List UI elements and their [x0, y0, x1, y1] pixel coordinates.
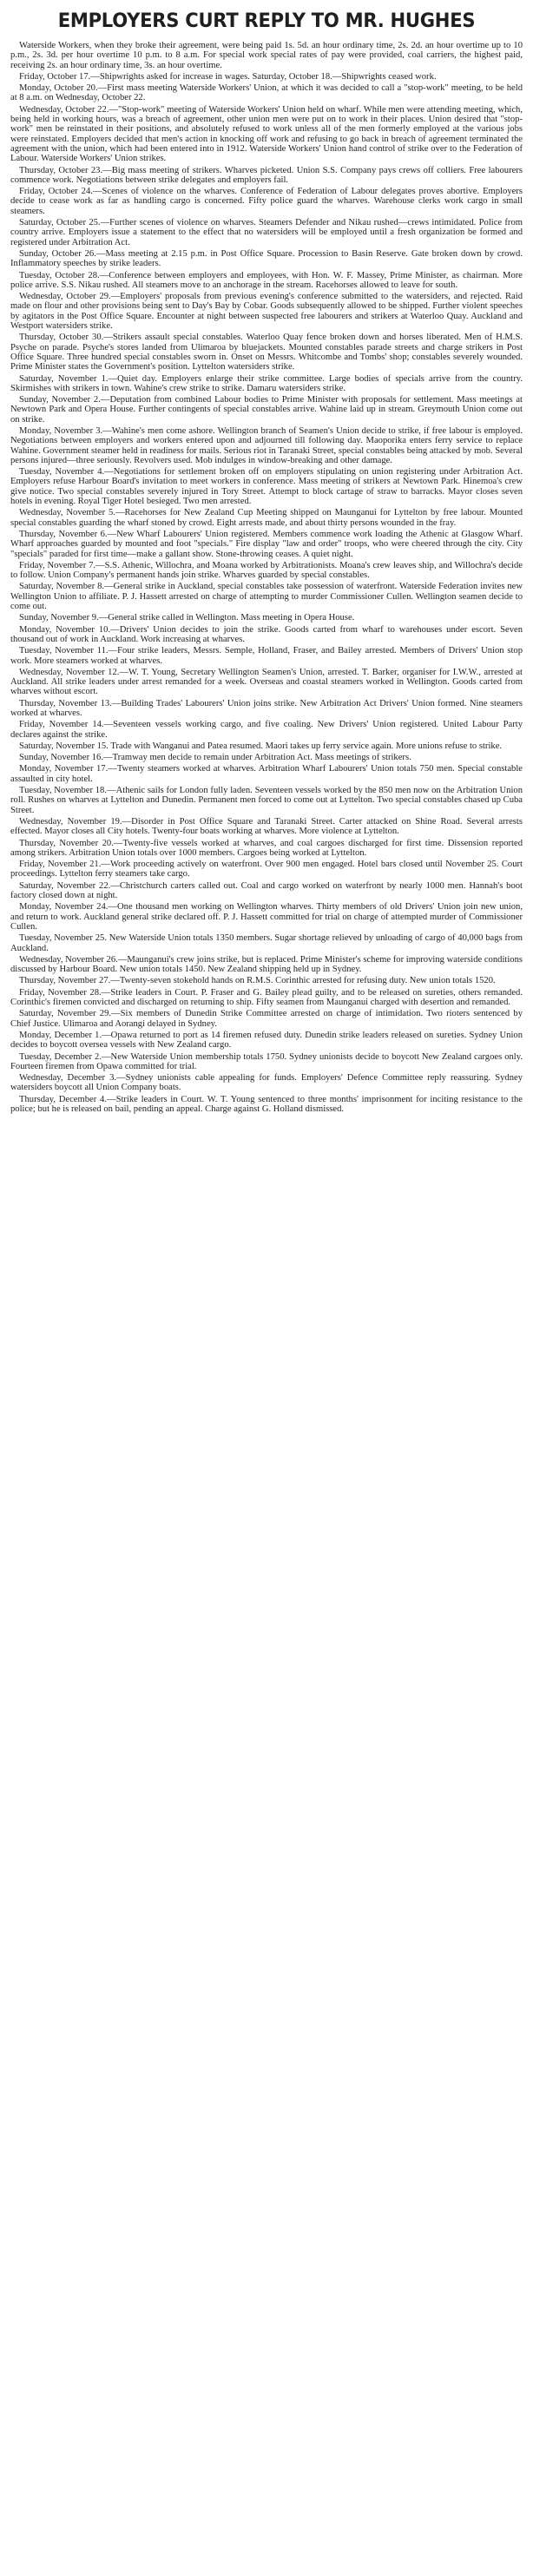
chronology-entry: Wednesday, November 12.—W. T. Young, Secretary Wellington Seamen's Union, arrested. T. Barker, organiser for I.W.W., arrested at Auckland. All strike leaders under arrest remanded for a week. Overseas and coastal steamers worked in Wellington. Goods carted from wharves without escort.	[10, 667, 523, 697]
chronology-entry: Wednesday, November 19.—Disorder in Post Office Square and Taranaki Street. Carter attacked on Shine Road. Several arrests effected. Mayor closes all City hotels. Twenty-four boats working at wharves. More violence at Lyttelton.	[10, 816, 523, 837]
chronology-entry: Sunday, October 26.—Mass meeting at 2.15 p.m. in Post Office Square. Procession to Basin Reserve. Gate broken down by crowd. Inflammatory speeches by strike leaders.	[10, 248, 523, 269]
chronology-entry: Wednesday, November 5.—Racehorses for New Zealand Cup Meeting shipped on Maunganui for Lyttelton by free labour. Mounted special constables guarding the wharf stoned by crowd. Eight arrests made, and about thirty persons wounded in the fray.	[10, 508, 523, 528]
chronology-entries	[10, 72, 523, 1114]
chronology-entry: Thursday, December 4.—Strike leaders in Court. W. T. Young sentenced to three months' imprisonment for inciting resistance to the police; but he is released on bail, pending an appeal. Charge against G. Holland dismissed.	[10, 1094, 523, 1114]
chronology-entry: Monday, December 1.—Opawa returned to port as 14 firemen refused duty. Dunedin strike leaders released on sureties. Sydney Union decides to boycott oversea vessels with New Zealand cargo.	[10, 1030, 523, 1051]
chronology-entry: Wednesday, December 3.—Sydney unionists cable appealing for funds. Employers' Defence Committee reply reassuring. Sydney watersiders boycott all Union Company boats.	[10, 1073, 523, 1093]
chronology-entry: Tuesday, December 2.—New Waterside Union membership totals 1750. Sydney unionists decide to boycott New Zealand cargoes only. Fourteen firemen from Opawa committed for trial.	[10, 1051, 523, 1071]
chronology-entry: Tuesday, November 25. New Waterside Union totals 1350 members. Sugar shortage relieved by unloading of cargo of 40,000 bags from Auckland.	[10, 933, 523, 953]
chronology-entry: Monday, November 17.—Twenty steamers worked at wharves. Arbitration Wharf Labourers' Union totals 750 men. Special constable assaulted in city hotel.	[10, 764, 523, 784]
chronology-entry: Tuesday, November 4.—Negotiations for settlement broken off on employers stipulating on union registering under Arbitration Act. Employers refuse Harbour Board's invitation to meet workers in conference. Mass meeting of strikers at Newtown Park. Hinemoa's crew give notice. Two special constables severely injured in Tory Street. Attempt to block cartage of straw to barracks. Mayor closes seven hotels in evening. Royal Tiger Hotel besieged. Two men arrested.	[10, 467, 523, 507]
chronology-entry: Sunday, November 9.—General strike called in Wellington. Mass meeting in Opera House.	[19, 613, 355, 623]
chronology-entry: Friday, October 24.—Scenes of violence on the wharves. Conference of Federation of Labour delegates proves abortive. Employers decide to cease work as far as handling cargo is concerned. Fifty police guard the wharves. Warehouse clerks work cargo in small steamers.	[10, 187, 523, 216]
chronology-entry: Friday, November 21.—Work proceeding actively on waterfront. Over 900 men engaged. Hotel bars closed until November 25. Court proceedings. Lyttelton ferry steamers take cargo.	[10, 860, 523, 880]
chronology-entry: Thursday, October 23.—Big mass meeting of strikers. Wharves picketed. Union S.S. Company pays crews off colliers. Free labourers commence work. Negotiations between strike delegates and employers fail.	[10, 165, 523, 185]
chronology-entry: Sunday, November 2.—Deputation from combined Labour bodies to Prime Minister with proposals for settlement. Mass meetings at Newtown Park and Opera House. Further contingents of special constables arrive. Wahine laid up in stream. Greymouth Union come out on strike.	[10, 395, 523, 425]
chronology-entry: Friday, November 28.—Strike leaders in Court. P. Fraser and G. Bailey plead guilty, and to be released on sureties, others remanded. Corinthic's firemen convicted and discharged on returning to ship. Fifty seamen from Maunganui charged with desertion and remanded.	[10, 987, 523, 1008]
chronology-entry: Thursday, November 20.—Twenty-five vessels worked at wharves, and coal cargoes discharged for first time. Dissension reported among strikers. Arbitration Union totals over 1000 members. Cargoes being worked at Lyttelton.	[10, 838, 523, 858]
chronology-entry: Friday, October 17.—Shipwrights asked for increase in wages. Saturday, October 18.—Shipwrights ceased work.	[19, 71, 437, 82]
headline: EMPLOYERS CURT REPLY TO MR. HUGHES	[57, 10, 476, 32]
chronology-entry: Friday, November 14.—Seventeen vessels working cargo, and five coaling. New Drivers' Union registered. United Labour Party declares against the strike.	[10, 720, 523, 740]
chronology-entry: Monday, October 20.—First mass meeting Waterside Workers' Union, at which it was decided to call a "stop-work" meeting, to be held at 8 a.m. on Wednesday, October 22.	[10, 83, 523, 103]
chronology-entry: Tuesday, October 28.—Conference between employers and employees, with Hon. W. F. Massey, Prime Minister, as chairman. More police arrive. S.S. Nikau rushed. All steamers move to an anchorage in the stream. Racehorses allowed to leave for south.	[10, 270, 523, 290]
chronology-entry: Monday, November 10.—Drivers' Union decides to join the strike. Goods carted from wharf to warehouses under escort. Seven thousand out of work in Auckland. Work increasing at wharves.	[10, 624, 523, 644]
chronology-entry: Saturday, November 8.—General strike in Auckland, special constables take possession of waterfront. Waterside Federation invites new Wellington Union to affiliate. P. J. Hassett arrested on charge of attempting to murder Commissioner Cullen. Wellington seamen decide to come out.	[10, 582, 523, 612]
chronology-entry: Saturday, November 22.—Christchurch carters called out. Coal and cargo worked on waterfront by nearly 1000 men. Hannah's boot factory closed down at night.	[10, 880, 523, 901]
chronology-entry: Wednesday, November 26.—Maunganui's crew joins strike, but is replaced. Prime Minister's scheme for improving waterside conditions discussed by Harbour Board. New union totals 1450. New Zealand shipping held up in Sydney.	[10, 954, 523, 975]
chronology-entry: Monday, November 3.—Wahine's men come ashore. Wellington branch of Seamen's Union decide to strike, if free labour is employed. Negotiations between employers and workers entered upon and adjourned till following day. Maoporika enters ferry service to replace Wahine. Government steamer held in readiness for mails. Serious riot in Taranaki Street, special constables being attacked by mob. Several persons injured—three seriously. Revolvers used. Mob indulges in window-breaking and other damage.	[10, 425, 523, 465]
chronology-entry: Thursday, November 13.—Building Trades' Labourers' Union joins strike. New Arbitration Act Drivers' Union formed. Nine steamers worked at wharves.	[10, 698, 523, 718]
chronology-entry: Saturday, November 29.—Six members of Dunedin Strike Committee arrested on charge of intimidation. Two rioters sentenced by Chief Justice. Ulimaroa and Aorangi delayed in Sydney.	[10, 1009, 523, 1029]
chronology-entry: Sunday, November 16.—Tramway men decide to remain under Arbitration Act. Mass meetings of strikers.	[19, 753, 411, 763]
chronology-entry: Tuesday, November 11.—Four strike leaders, Messrs. Semple, Holland, Fraser, and Bailey arrested. Members of Drivers' Union stop work. More steamers worked at wharves.	[10, 646, 523, 666]
chronology-entry: Saturday, November 1.—Quiet day. Employers enlarge their strike committee. Large bodies of specials arrive from the country. Skirmishes with strikers in town. Wahine's crew strike to strike. Damaru watersiders strike.	[10, 373, 523, 393]
chronology-entry: Saturday, October 25.—Further scenes of violence on wharves. Steamers Defender and Nikau rushed—crews intimidated. Police from country arrive. Employers issue a statement to the effect that no watersiders will be employed until a fresh organization be formed and registered under Arbitration Act.	[10, 218, 523, 247]
chronology-entry: Saturday, November 15. Trade with Wanganui and Patea resumed. Maori takes up ferry service again. More unions refuse to strike.	[19, 741, 503, 751]
chronology-entry: Monday, November 24.—One thousand men working on Wellington wharves. Thirty members of old Drivers' Union join new union, and return to work. Auckland general strike declared off. P. J. Hassett committed for trial on charge of attempted murder of Commissioner Cullen.	[10, 902, 523, 932]
chronology-entry: Tuesday, November 18.—Athenic sails for London fully laden. Seventeen vessels worked by the 850 men now on the Arbitration Union roll. Rushes on wharves at Lyttelton and Dunedin. Permanent men forced to come out at Lyttelton. Two special constables chased up Cuba Street.	[10, 786, 523, 815]
chronology-entry: Friday, November 7.—S.S. Athenic, Willochra, and Moana worked by Arbitrationists. Moana's crew leaves ship, and Willochra's decide to follow. Union Company's permanent hands join strike. Wharves guarded by special constables.	[10, 560, 523, 581]
chronology-entry: Wednesday, October 29.—Employers' proposals from previous evening's conference submitted to the watersiders, and rejected. Raid made on flour and other provisions being sent to Day's Bay by Cobar. Goods subsequently allowed to be shipped. Further violent speeches by agitators in the Post Office Square. Encounter at night between suspected free labourers and strikers at Waterloo Quay. Auckland and Westport watersiders strike.	[10, 292, 523, 332]
chronology-entry: Thursday, October 30.—Strikers assault special constables. Waterloo Quay fence broken down and horses liberated. Men of H.M.S. Psyche on parade. Psyche's stores landed from Ulimaroa by bluejackets. Mounted constables parade streets and charge strikers in Post Office Square. Three hundred special constables sworn in. Onset on Messrs. Whitcombe and Tombs' shop; constables severely wounded. Prime Minister states the Government's position. Lyttelton watersiders strike.	[10, 333, 523, 372]
chronology-entry: Wednesday, October 22.—"Stop-work" meeting of Waterside Workers' Union held on wharf. While men were attending meeting, which, being held in working hours, was a breach of agreement, other union men were put on to work in their places. Union desired that "stop-work" men be reinstated in their positions, and absolutely refused to work unless all of the men formerly employed at the various jobs were reinstated. Employers decided that men's action in knocking off work and refusing to go back in breach of agreement terminated the agreement with the union, which had been entered into in 1912. Waterside Workers' Union hand control of strike over to the Federation of Labour. Waterside Workers' Union strikes.	[10, 104, 523, 164]
intro-paragraph: Waterside Workers, when they broke their agreement, were being paid 1s. 5d. an hour ordinary time, 2s. 2d. an hour overtime up to 10 p.m., 2s. 3d. per hour overtime 10 p.m. to 8 a.m. For special work special rates of pay were provided, coal carriers, the highest paid, receiving 2s. an hour ordinary time, 3s. an hour overtime.	[10, 41, 523, 70]
chronology-entry: Thursday, November 6.—New Wharf Labourers' Union registered. Members commence work loading the Athenic at Glasgow Wharf. Wharf approaches guarded by mounted and foot "specials." Fire display "law and order" troops, who were cheered through the city. City "specials" paraded for first time—make a gallant show. Stone-throwing ceases. A quiet night.	[10, 529, 523, 559]
chronology-entry: Thursday, November 27.—Twenty-seven stokehold hands on R.M.S. Corinthic arrested for refusing duty. New union totals 1520.	[19, 976, 496, 986]
